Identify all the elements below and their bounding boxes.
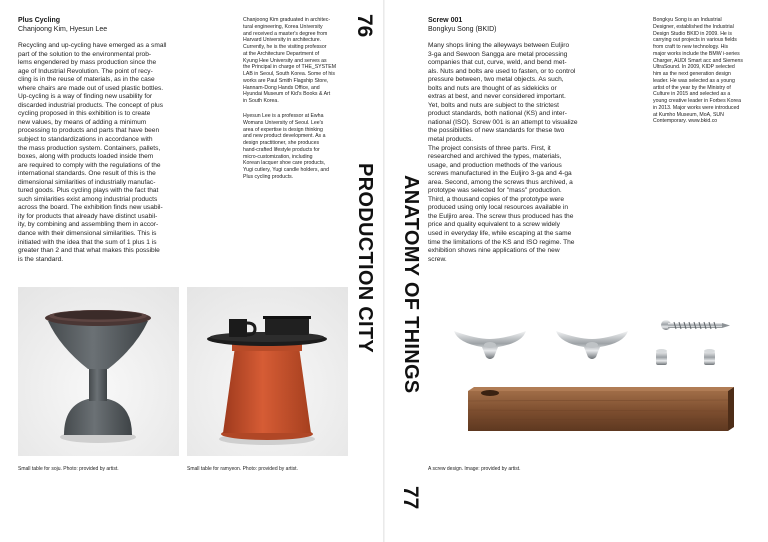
author-bio-kim: Chanjoong Kim graduated in architec- tural engineering, Korea University and received a master's degree from Harvard University in architecture. Currently, he is the visiting professor at the Architecture Department of Kyung Hee University and serves as the Principal in charge of THE_SYSTEM LAB in Seoul, South Korea. Some of his works are Paul Smith Flagship Store, Hannam-Dong Hands Office, and Hyundai Museum of Kid's Books & Art in South Korea. [243,17,337,104]
photo-soju-table [18,287,179,456]
article-title: Plus Cycling [18,17,61,24]
article-authors: Chanjoong Kim, Hyesun Lee [18,25,108,33]
illustration-caption: A screw design. Image: provided by artist. [428,466,521,472]
article-body: Recycling and up-cycling have emerged as a small part of the solution to the environmental prob- lems engendered by mass production since the age of Industrial Revolution. The point of recy- cling is in the reuse of materials, as in the case where chairs are made out of used plastic bottles. Up-cycling is a way of finding new usability for discarded industrial products. The concept of plus cycling proposed in this exhibition is to create new values, by means of adding a minimum processing to products and parts that have been subject to standardizations in accordance with the mass production system. Containers, pallets, boxes, along with products loaded inside them are required to comply with the regulations of the international standards. One result of this is the dimensional similarities of industrially manufac- tured goods. Plus cycling plays with the fact that such similarities exist among industrial products across the board. The exhibition finds new usabil- ity for products that already have distinct usabil- ity, by combining and assembling them in accor- dance with their dimensional similarities. This is initiated with the idea that the sum of 1 plus 1 is greater than 2 and that what makes this possible is the standard. [18,42,167,263]
screw-illustration [428,287,760,456]
page-number: 76 [353,14,376,38]
photo-caption-ramyeon: Small table for ramyeon. Photo: provided by artist. [187,466,298,472]
photo-caption-soju: Small table for soju. Photo: provided by artist. [18,466,119,472]
section-title: ANATOMY OF THINGS [400,175,422,394]
article-authors: Bongkyu Song (BKID) [428,25,497,33]
article-body: Many shops lining the alleyways between Euljiro 3-ga and Sewoon Sangga are metal processing companies that cut, curve, weld, and bend met- als. Nuts and bolts are used to fasten, or to control pressure between, two metal objects. As such, bolts and nuts are thought of as sidekicks or extras at best, and never considered important. Yet, bolts and nuts are subject to the strictest product standards, both national (KS) and inter- national (ISO). Screw 001 is an attempt to visualize the possibilities of new standards for these two metal products. The project consists of three parts. First, it researched and archived the types, materials, usage, and production methods of the various screws manufactured in the Euljiro 3-ga and 4-ga area. Second, among the screws thus archived, a prototype was selected for "mass" production. Third, a thousand copies of the prototype were produced using only local resources available in the Euljiro area. The screw thus produced has the price and quality equivalent to a screw widely used in everyday life, while escaping at the same time the limitations of the KS and ISO regime. The exhibition shows nine applications of the new screw. [428,42,578,263]
photo-ramyeon-table [187,287,348,456]
author-bio-song: Bongkyu Song is an Industrial Designer, established the Industrial Design Studio BKID in 2009. He is carrying out projects in various fields from craft to new technology. His major works include the BMW i-series Charger, AUDI Smart acc and Siemens UltraSound. In 2009, KIDP selected him as the next generation design leader. He was selected as a young artist of the year by the Ministry of Culture in 2015 and selected as a young creative leader in Forbes Korea in 2013. Major works were introduced at Kumho Museum, MoA, SUN Contemporary. www.bkid.co [653,17,743,125]
article-title: Screw 001 [428,17,463,24]
page-gutter [383,0,385,542]
author-bio-lee: Hyesun Lee is a professor at Ewha Womans University of Seoul. Lee's area of expertise is design thinking and new product development. As a design practitioner, she produces hand-crafted lifestyle products for micro-customization, including Korean lacquer shoe care products, Yugi cutlery, Yugi candle holders, and Plus cycling products. [243,113,330,180]
page-number: 77 [399,486,422,510]
section-title: PRODUCTION CITY [354,163,376,354]
